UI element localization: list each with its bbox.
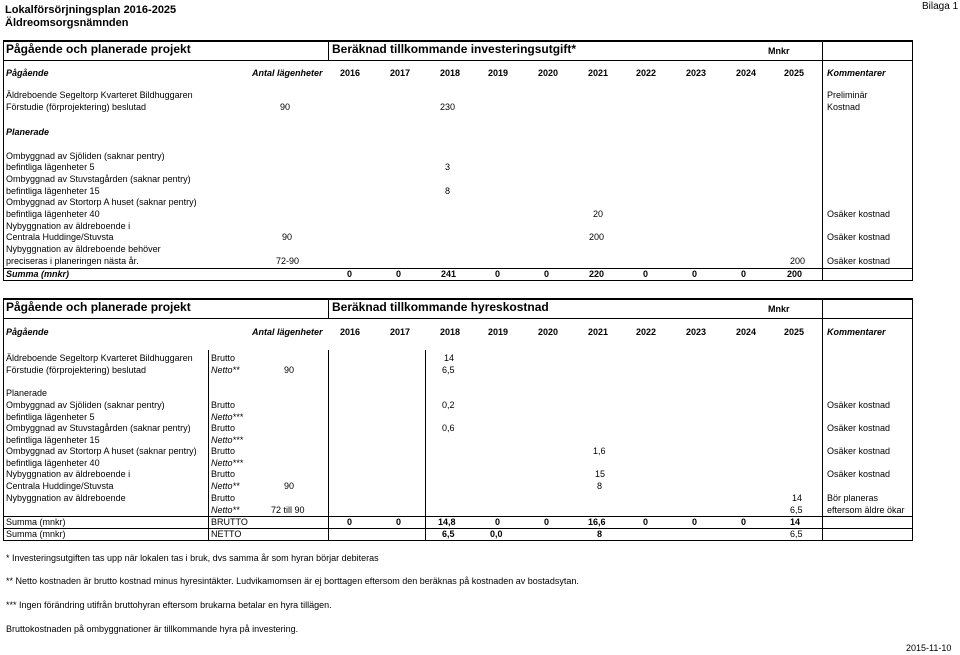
t2-r2-name: Ombyggnad av Sjöliden (saknar pentry) <box>6 400 165 410</box>
t1-year: 2021 <box>588 68 609 78</box>
t1-r2-name: Ombyggnad av Sjöliden (saknar pentry) <box>6 151 165 161</box>
t1-sum-2025: 200 <box>787 269 803 279</box>
t2-r4-detail: befintliga lägenheter 40 <box>6 458 100 468</box>
t2-r1-antal: 90 <box>284 365 295 375</box>
t2-r2-comment: Osäker kostnad <box>827 400 891 410</box>
t1-sum-2022: 0 <box>643 269 649 279</box>
t1-r4-detail: befintliga lägenheter 40 <box>6 209 100 219</box>
t1-r1-comment2: Kostnad <box>827 102 861 112</box>
t1-sum-2016: 0 <box>347 269 353 279</box>
t2-year: 2016 <box>340 327 361 337</box>
t2-r2-type2: Netto*** <box>211 412 244 422</box>
t2-r2-2018: 0,2 <box>442 400 455 410</box>
t1-r5-detail: Centrala Huddinge/Stuvsta <box>6 232 114 242</box>
t1-r3-detail: befintliga lägenheter 15 <box>6 186 100 196</box>
t2-r1-type2: Netto** <box>211 365 240 375</box>
t2-r5-type2: Netto** <box>211 481 240 491</box>
t1-r5-name: Nybyggnation av äldreboende i <box>6 221 131 231</box>
t2-year: 2024 <box>736 327 757 337</box>
t1-r1-2018: 230 <box>440 102 456 112</box>
t2-sum-brutto-2018: 14,8 <box>438 517 456 527</box>
t1-unit: Mnkr <box>768 46 790 56</box>
footnote-2: ** Netto kostnaden är brutto kostnad minus hyresintäkter. Ludvikamomsen är ej borttagen eftersom den beräknas på kostnaden av bostadsytan. <box>6 576 579 586</box>
t2-title-left: Pågående och planerade projekt <box>6 300 191 314</box>
t2-r3-comment: Osäker kostnad <box>827 423 891 433</box>
t2-r5-detail: Centrala Huddinge/Stuvsta <box>6 481 114 491</box>
t2-r2-detail: befintliga lägenheter 5 <box>6 412 95 422</box>
t1-r6-name: Nybyggnation av äldreboende behöver <box>6 244 161 254</box>
t2-r6-2025-netto: 6,5 <box>790 505 803 515</box>
t1-title-mid: Beräknad tillkommande investeringsutgift* <box>332 42 577 56</box>
t2-r1-name: Äldreboende Segeltorp Kvarteret Bildhuggaren <box>6 353 193 363</box>
t2-sum-netto-type: NETTO <box>211 529 242 539</box>
t1-r3-name: Ombyggnad av Stuvstagården (saknar pentry) <box>6 174 191 184</box>
t1-sum-2020: 0 <box>544 269 550 279</box>
t2-sum-netto-2018: 6,5 <box>442 529 455 539</box>
t1-r1-name: Äldreboende Segeltorp Kvarteret Bildhuggaren <box>6 90 193 100</box>
t2-col-pagaende: Pågående <box>6 327 49 337</box>
t2-r5-2021-brutto: 15 <box>595 469 606 479</box>
t1-year: 2024 <box>736 68 757 78</box>
t1-col-antal: Antal lägenheter <box>252 68 323 78</box>
t1-year: 2019 <box>488 68 509 78</box>
t1-r4-2021: 20 <box>593 209 604 219</box>
t2-sum-brutto-2025: 14 <box>790 517 801 527</box>
t2-year: 2025 <box>784 327 805 337</box>
t1-r6-detail: preciseras i planeringen nästa år. <box>6 256 139 266</box>
t2-sum-brutto-2022: 0 <box>643 517 649 527</box>
t1-r1-antal: 90 <box>280 102 291 112</box>
t2-year: 2020 <box>538 327 559 337</box>
t1-sum-2024: 0 <box>741 269 747 279</box>
t1-title-left: Pågående och planerade projekt <box>6 42 191 56</box>
t2-r6-type: Brutto <box>211 493 236 503</box>
t1-sum-2019: 0 <box>495 269 501 279</box>
t2-sum-brutto-2021: 16,6 <box>588 517 606 527</box>
document-title: Lokalförsörjningsplan 2016-2025 <box>5 4 177 16</box>
t2-sum-brutto-type: BRUTTO <box>211 517 248 527</box>
t1-r6-antal: 72-90 <box>276 256 300 266</box>
t1-r4-name: Ombyggnad av Stortorp A huset (saknar pentry) <box>6 197 197 207</box>
t2-sum-netto-2025: 6,5 <box>790 529 803 539</box>
t2-r3-name: Ombyggnad av Stuvstagården (saknar pentry) <box>6 423 191 433</box>
t2-sum-brutto-2019: 0 <box>495 517 501 527</box>
t2-r2-type: Brutto <box>211 400 236 410</box>
t2-r5-comment: Osäker kostnad <box>827 469 891 479</box>
t2-r6-comment: Bör planeras <box>827 493 879 503</box>
t2-r5-antal: 90 <box>284 481 295 491</box>
t2-sum-netto-2021: 8 <box>597 529 603 539</box>
t1-sum-2017: 0 <box>396 269 402 279</box>
t1-r6-comment: Osäker kostnad <box>827 256 891 266</box>
t1-year: 2018 <box>440 68 461 78</box>
t2-r6-type2: Netto** <box>211 505 240 515</box>
t2-r6-comment2: eftersom äldre ökar <box>827 505 905 515</box>
t2-r6-name: Nybyggnation av äldreboende <box>6 493 126 503</box>
t2-title-mid: Beräknad tillkommande hyreskostnad <box>332 300 549 314</box>
t2-year: 2021 <box>588 327 609 337</box>
t1-r3-2018: 8 <box>445 186 451 196</box>
t2-r1-status: Förstudie (förprojektering) beslutad <box>6 365 147 375</box>
t2-year: 2019 <box>488 327 509 337</box>
t1-sum-2021: 220 <box>589 269 605 279</box>
t2-year: 2018 <box>440 327 461 337</box>
t2-r5-type: Brutto <box>211 469 236 479</box>
t1-r1-status: Förstudie (förprojektering) beslutad <box>6 102 147 112</box>
t2-r3-type: Brutto <box>211 423 236 433</box>
t2-r4-comment: Osäker kostnad <box>827 446 891 456</box>
t1-col-kommentarer: Kommentarer <box>827 68 886 78</box>
t2-unit: Mnkr <box>768 304 790 314</box>
t2-year: 2023 <box>686 327 707 337</box>
attachment-label: Bilaga 1 <box>922 1 959 12</box>
t2-planerade-heading: Planerade <box>6 388 48 398</box>
document-date: 2015-11-10 <box>906 643 952 653</box>
t2-sum-brutto-2016: 0 <box>347 517 353 527</box>
t2-r3-2018: 0,6 <box>442 423 455 433</box>
t2-r5-name: Nybyggnation av äldreboende i <box>6 469 131 479</box>
t1-r6-2025: 200 <box>790 256 806 266</box>
t2-r6-2025-brutto: 14 <box>792 493 803 503</box>
t1-year: 2023 <box>686 68 707 78</box>
t2-r4-2021: 1,6 <box>593 446 606 456</box>
footnote-1: * Investeringsutgiften tas upp när lokalen tas i bruk, dvs samma år som hyran börjar debiteras <box>6 553 379 563</box>
t2-r6-antal: 72 till 90 <box>271 505 305 515</box>
t2-sum-netto-label: Summa (mnkr) <box>6 529 66 539</box>
t2-year: 2017 <box>390 327 411 337</box>
t1-year: 2017 <box>390 68 411 78</box>
t1-r2-detail: befintliga lägenheter 5 <box>6 162 95 172</box>
t1-sum-2018: 241 <box>441 269 457 279</box>
t2-sum-netto-2019: 0,0 <box>490 529 503 539</box>
t2-year: 2022 <box>636 327 657 337</box>
t1-col-pagaende: Pågående <box>6 68 49 78</box>
t1-r5-2021: 200 <box>589 232 605 242</box>
t1-year: 2025 <box>784 68 805 78</box>
t1-r5-antal: 90 <box>282 232 293 242</box>
t1-r4-comment: Osäker kostnad <box>827 209 891 219</box>
t2-sum-brutto-label: Summa (mnkr) <box>6 517 66 527</box>
t2-r3-type2: Netto*** <box>211 435 244 445</box>
t2-col-antal: Antal lägenheter <box>252 327 323 337</box>
t1-r1-comment: Preliminär <box>827 90 868 100</box>
t2-r1-2018-netto: 6,5 <box>442 365 455 375</box>
t1-year: 2020 <box>538 68 559 78</box>
t2-r3-detail: befintliga lägenheter 15 <box>6 435 100 445</box>
t2-r5-2021-netto: 8 <box>597 481 603 491</box>
t2-r1-2018-brutto: 14 <box>444 353 455 363</box>
t1-year: 2022 <box>636 68 657 78</box>
t2-sum-brutto-2020: 0 <box>544 517 550 527</box>
t2-sum-brutto-2023: 0 <box>692 517 698 527</box>
t2-r4-name: Ombyggnad av Stortorp A huset (saknar pentry) <box>6 446 197 456</box>
t1-sum-label: Summa (mnkr) <box>6 269 70 279</box>
t2-r1-type: Brutto <box>211 353 236 363</box>
t1-sum-2023: 0 <box>692 269 698 279</box>
t1-planerade-heading: Planerade <box>6 127 50 137</box>
t1-r5-comment: Osäker kostnad <box>827 232 891 242</box>
t2-sum-brutto-2024: 0 <box>741 517 747 527</box>
t2-r4-type2: Netto*** <box>211 458 244 468</box>
footnote-4: Bruttokostnaden på ombyggnationer är tillkommande hyra på investering. <box>6 624 299 634</box>
footnote-3: *** Ingen förändring utifrån bruttohyran eftersom brukarna betalar en hyra tillägen. <box>6 600 332 610</box>
t1-r2-2018: 3 <box>445 162 451 172</box>
t2-col-kommentarer: Kommentarer <box>827 327 886 337</box>
document-subtitle: Äldreomsorgsnämnden <box>5 17 129 29</box>
t2-r4-type: Brutto <box>211 446 236 456</box>
t2-sum-brutto-2017: 0 <box>396 517 402 527</box>
t1-year: 2016 <box>340 68 361 78</box>
